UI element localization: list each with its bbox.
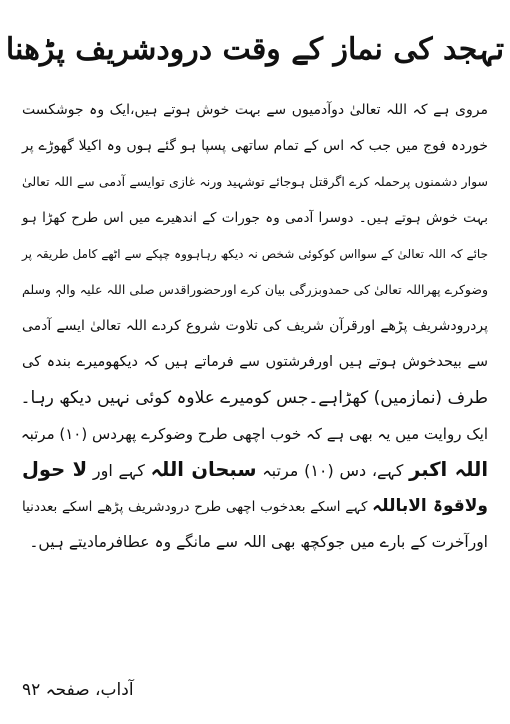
dhikr-wala-quwwata: ولاقوۃ الاباللہ [372,496,488,516]
dhikr-connector-text: کہے اور [87,461,151,480]
page-title: تہجد کی نماز کے وقت درودشریف پڑھنا [5,32,505,67]
text-line: طرف (نمازمیں) کھڑاہے۔جس کومیرے علاوہ کوئی نہیں دیکھ رہا۔ [20,388,488,408]
text-line-dhikr [22,452,488,488]
page-footer: آداب، صفحہ ۹۲ [22,680,134,700]
text-line-dhikr [22,488,488,524]
text-line: خوردہ فوج میں جب کہ اس کے تمام ساتھی پسپا ہو گئے ہوں وہ اکیلا گھوڑے پر [22,138,488,154]
dhikr-continuation-text: کہے اسکے بعدخوب اچھی طرح درودشریف پڑھے اسکے بعددنیا [22,499,373,515]
dhikr-subhanallah: سبحان اللہ [150,458,257,481]
dhikr-count-text: کہے، دس (۱۰) مرتبہ [256,461,410,480]
body-text [22,92,488,560]
text-line: پردرودشریف پڑھے اورقرآن شریف کی تلاوت شروع کردے اللہ تعالیٰ ایسے آدمی [22,318,488,334]
text-line: جائے کہ اللہ تعالیٰ کے سوااس کوکوئی شخص نہ دیکھ رہاہووہ چپکے سے اٹھے کامل طریقہ پر [22,247,488,261]
dhikr-la-hawla: لا حول [22,458,88,481]
text-line: ایک روایت میں یہ بھی ہے کہ خوب اچھی طرح وضوکرے پھردس (۱۰) مرتبہ [20,425,488,443]
text-line: اورآخرت کے بارے میں جوکچھ بھی اللہ سے مانگے وہ عطافرمادیتے ہیں۔ [29,533,488,551]
text-line: مروی ہے کہ اللہ تعالیٰ دوآدمیوں سے بہت خوش ہوتے ہیں،ایک وہ جوشکست [22,102,488,118]
text-line: وضوکرے پھراللہ تعالیٰ کی حمدوبزرگی بیان کرے اورحضوراقدس صلی اللہ علیہ والہٖ وسلم [22,282,488,297]
text-line: سوار دشمنوں پرحملہ کرے اگرقتل ہوجائے توشہید ورنہ غازی توایسے آدمی سے اللہ تعالیٰ [22,174,488,189]
text-line: بہت خوش ہوتے ہیں۔ دوسرا آدمی وہ جورات کے اندھیرے میں اس طرح کھڑا ہو [22,210,488,226]
dhikr-allahu-akbar: اللہ اکبر [409,458,489,481]
text-line: سے بیحدخوش ہوتے ہیں اورفرشتوں سے فرماتے ہیں کہ دیکھومیرے بندہ کی [22,354,488,370]
